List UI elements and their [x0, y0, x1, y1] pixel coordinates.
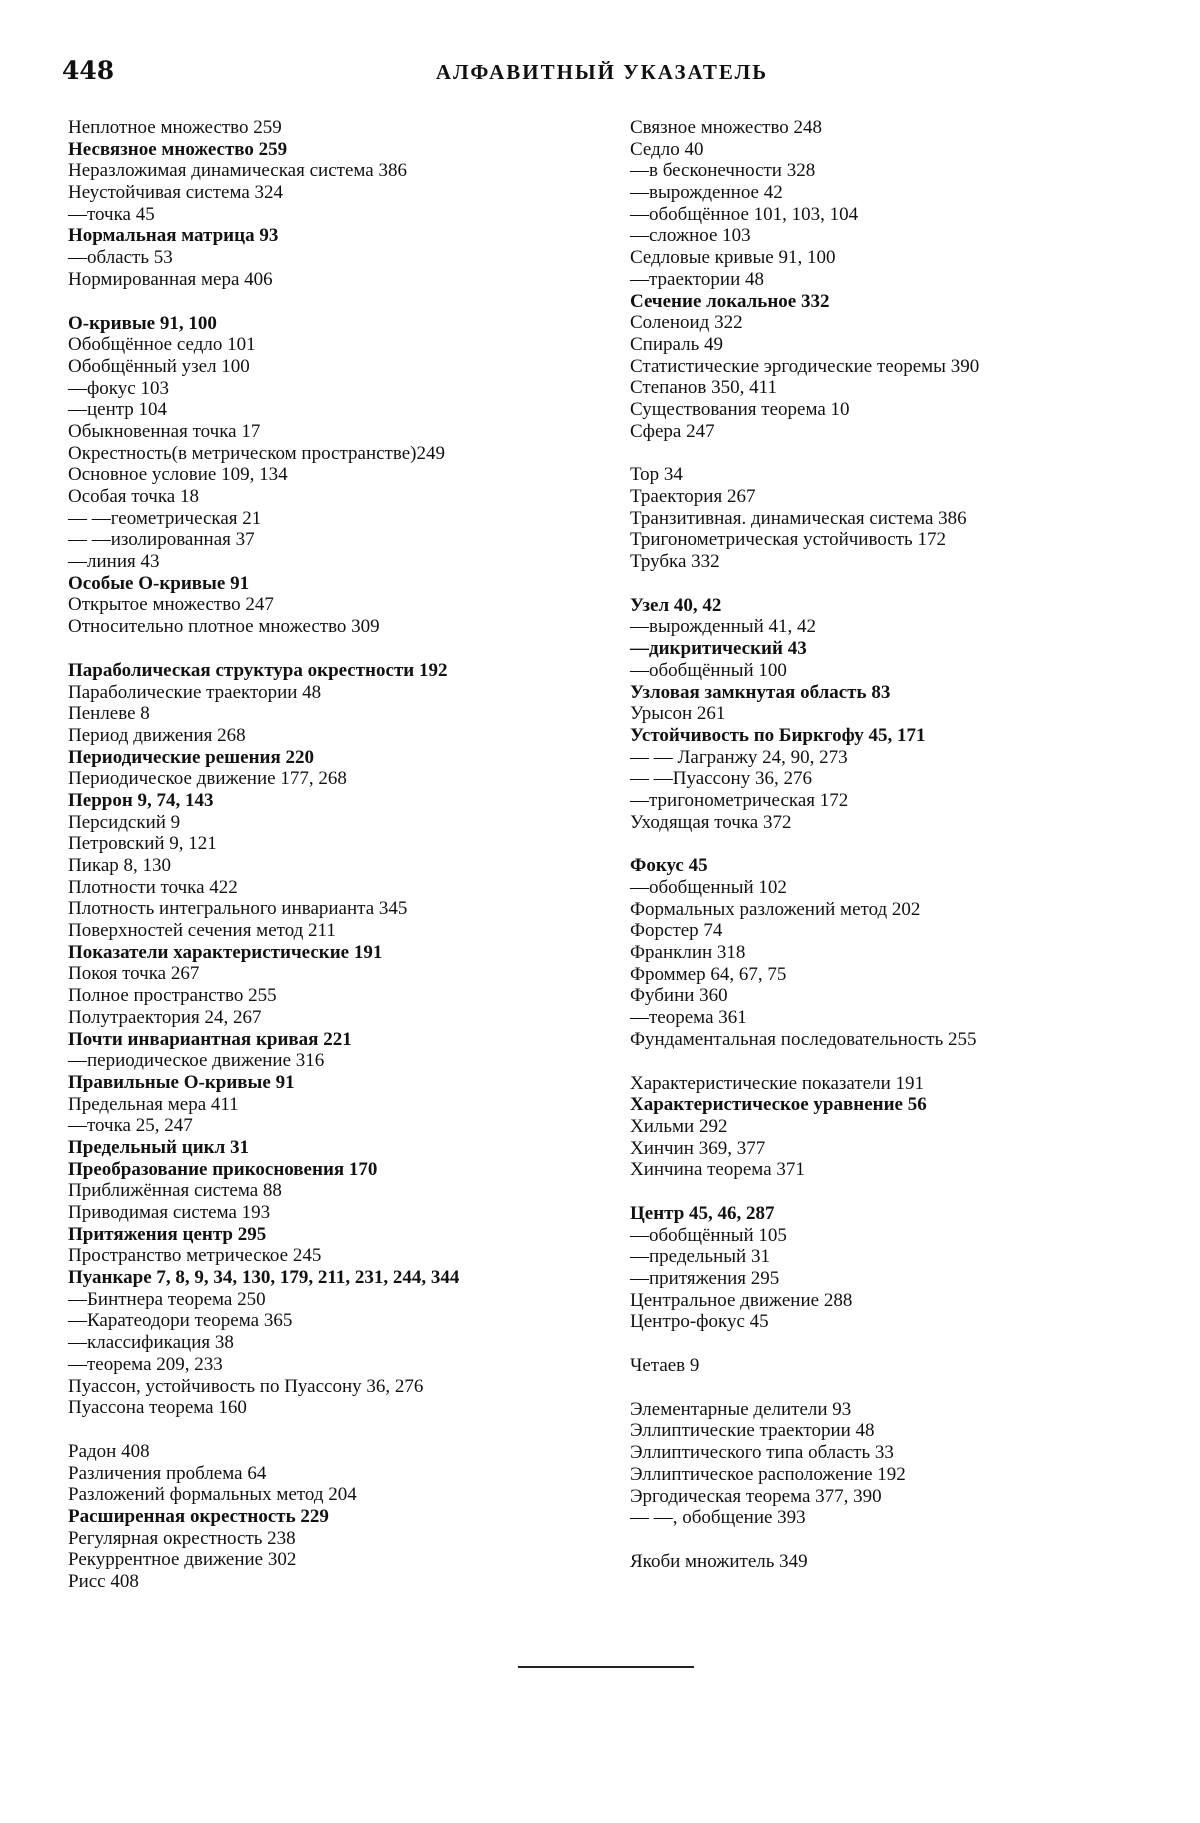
index-entry: Якоби множитель 349 [630, 1550, 808, 1572]
index-entry: Петровский 9, 121 [68, 833, 217, 855]
index-entry: Персидский 9 [68, 811, 181, 833]
left-column [68, 117, 588, 1593]
index-entry: —тригонометрическая 172 [630, 789, 849, 811]
index-entry: Эллиптическое расположение 192 [630, 1463, 906, 1485]
index-entry: Эллиптического типа область 33 [630, 1442, 894, 1464]
index-entry: Полутраектория 24, 267 [68, 1006, 262, 1028]
index-entry: —вырожденный 41, 42 [630, 616, 817, 638]
index-entry: Сфера 247 [630, 420, 715, 442]
index-entry: Центральное движение 288 [630, 1289, 853, 1311]
index-entry: Нормированная мера 406 [68, 268, 273, 290]
index-entry: Пуассона теорема 160 [68, 1397, 247, 1419]
index-entry: —центр 104 [68, 399, 168, 421]
index-entry: Параболические траектории 48 [68, 681, 322, 703]
index-entry: Притяжения центр 295 [68, 1223, 267, 1245]
index-entry: Различения проблема 64 [68, 1462, 267, 1484]
index-entry: Разложений формальных метод 204 [68, 1484, 357, 1506]
index-entry: Предельный цикл 31 [68, 1136, 250, 1158]
index-entry: Хинчина теорема 371 [630, 1159, 805, 1181]
index-entry: Особая точка 18 [68, 486, 199, 507]
group-separator [68, 638, 588, 660]
group-separator [630, 833, 1150, 855]
index-entry: Пуассон, устойчивость по Пуассону 36, 276 [68, 1375, 424, 1397]
index-entry: Неустойчивая система 324 [68, 182, 284, 204]
index-entry: Обыкновенная точка 17 [68, 420, 261, 442]
index-entry: Открытое множество 247 [68, 594, 274, 616]
page-number: 448 [62, 56, 115, 85]
index-entry: Покоя точка 267 [68, 963, 200, 985]
index-entry: Почти инвариантная кривая 221 [68, 1028, 352, 1050]
index-entry: Уходящая точка 372 [630, 811, 792, 833]
index-entry: Транзитивная. динамическая система 386 [630, 507, 967, 529]
end-rule [518, 1666, 694, 1668]
index-entry: Фроммер 64, 67, 75 [630, 963, 787, 985]
group-separator [630, 442, 1150, 464]
index-entry: Характеристические показатели 191 [630, 1072, 924, 1094]
index-entry: Обобщённый узел 100 [68, 355, 250, 377]
index-entry: Четаев 9 [630, 1355, 700, 1377]
index-entry: —фокус 103 [68, 377, 169, 399]
index-entry: Спираль 49 [630, 333, 724, 355]
index-entry: Несвязное множество 259 [68, 138, 288, 160]
index-entry: —обобщенный 102 [630, 877, 787, 898]
right-column [630, 117, 1150, 1573]
index-entry: Формальных разложений метод 202 [630, 898, 921, 920]
index-entry: Рекуррентное движение 302 [68, 1549, 297, 1571]
index-entry: Приводимая система 193 [68, 1202, 271, 1223]
index-entry: О-кривые 91, 100 [68, 312, 217, 334]
index-entry: Степанов 350, 411 [630, 377, 777, 399]
index-entry: Основное условие 109, 134 [68, 464, 288, 486]
index-entry: —теорема 361 [630, 1007, 747, 1029]
index-entry: Трубка 332 [630, 551, 720, 573]
index-entry: Тор 34 [630, 464, 683, 486]
index-entry: Соленоид 322 [630, 312, 743, 334]
index-entry: —Бинтнера теорема 250 [68, 1288, 266, 1310]
index-entry: Урысон 261 [630, 703, 726, 725]
index-entry: —классификация 38 [68, 1332, 234, 1354]
index-entry: Фокус 45 [630, 855, 708, 877]
index-entry: Узел 40, 42 [630, 594, 722, 616]
index-entry: Перрон 9, 74, 143 [68, 789, 214, 811]
index-entry: Пикар 8, 130 [68, 855, 172, 876]
group-separator [630, 1181, 1150, 1203]
group-separator [630, 1051, 1150, 1073]
index-entry: Эргодическая теорема 377, 390 [630, 1485, 882, 1507]
index-entry: Форстер 74 [630, 920, 723, 942]
index-entry: Седло 40 [630, 138, 704, 160]
index-entry: Параболическая структура окрестности 192 [68, 659, 448, 681]
index-entry: —обобщённый 100 [630, 659, 787, 681]
index-entry: — —Пуассону 36, 276 [630, 768, 812, 790]
index-entry: Центро-фокус 45 [630, 1311, 769, 1333]
group-separator [630, 1529, 1150, 1551]
index-entry: Полное пространство 255 [68, 985, 277, 1007]
index-entry: Окрестность(в метрическом пространстве)249 [68, 442, 445, 464]
index-entry: —точка 45 [68, 203, 155, 225]
index-entry: Обобщённое седло 101 [68, 334, 256, 356]
index-entry: Относительно плотное множество 309 [68, 616, 380, 638]
page-header [62, 56, 1142, 96]
index-entry: Существования теорема 10 [630, 398, 850, 420]
index-entry: —вырожденное 42 [630, 182, 783, 204]
index-entry: Сечение локальное 332 [630, 290, 830, 312]
index-entry: Радон 408 [68, 1440, 150, 1462]
index-entry: —обобщённый 105 [630, 1224, 787, 1246]
index-entry: Тригонометрическая устойчивость 172 [630, 529, 946, 551]
index-entry: Траектория 267 [630, 486, 756, 507]
index-entry: Хинчин 369, 377 [630, 1137, 766, 1159]
index-entry: Характеристическое уравнение 56 [630, 1094, 927, 1116]
index-entry: Поверхностей сечения метод 211 [68, 920, 336, 942]
index-entry: Плотности точка 422 [68, 876, 238, 898]
index-entry: Центр 45, 46, 287 [630, 1202, 775, 1224]
index-entry: Эллиптические траектории 48 [630, 1420, 875, 1442]
index-entry: Пенлеве 8 [68, 703, 150, 725]
group-separator [630, 573, 1150, 595]
running-title: АЛФАВИТНЫЙ УКАЗАТЕЛЬ [435, 60, 769, 84]
index-entry: —линия 43 [68, 551, 160, 573]
index-entry: Устойчивость по Биркгофу 45, 171 [630, 724, 926, 746]
group-separator [630, 1333, 1150, 1355]
index-entry: Предельная мера 411 [68, 1093, 239, 1115]
index-entry: Период движения 268 [68, 724, 246, 746]
index-entry: Правильные О-кривые 91 [68, 1071, 295, 1093]
group-separator [630, 1377, 1150, 1399]
index-entry: Статистические эргодические теоремы 390 [630, 355, 980, 377]
index-entry: Расширенная окрестность 229 [68, 1505, 329, 1527]
index-entry: Регулярная окрестность 238 [68, 1527, 296, 1549]
index-entry: —обобщённое 101, 103, 104 [630, 203, 859, 225]
group-separator [68, 291, 588, 313]
index-entry: Связное множество 248 [630, 117, 823, 138]
index-entry: Периодическое движение 177, 268 [68, 768, 347, 790]
index-entry: Седловые кривые 91, 100 [630, 247, 836, 269]
index-entry: Периодические решения 220 [68, 746, 315, 768]
index-entry: Нормальная матрица 93 [68, 225, 279, 247]
index-entry: Особые О-кривые 91 [68, 572, 250, 594]
index-entry: Неразложимая динамическая система 386 [68, 160, 407, 182]
group-separator [68, 1419, 588, 1441]
index-entry: —точка 25, 247 [68, 1115, 193, 1137]
index-entry: Элементарные делители 93 [630, 1398, 852, 1420]
index-entry: Фубини 360 [630, 985, 728, 1007]
index-entry: Рисс 408 [68, 1571, 139, 1592]
index-entry: —Каратеодори теорема 365 [68, 1310, 293, 1332]
index-entry: —предельный 31 [630, 1246, 770, 1268]
index-entry: — —изолированная 37 [68, 529, 255, 551]
index-entry: Пуанкаре 7, 8, 9, 34, 130, 179, 211, 231, 244, 344 [68, 1267, 460, 1289]
index-entry: Фундаментальная последовательность 255 [630, 1028, 977, 1050]
index-entry: —сложное 103 [630, 225, 751, 247]
index-entry: —притяжения 295 [630, 1268, 780, 1289]
index-entry: Неплотное множество 259 [68, 117, 282, 138]
index-entry: Показатели характеристические 191 [68, 941, 383, 963]
index-entry: Преобразование прикосновения 170 [68, 1158, 378, 1180]
index-entry: —в бесконечности 328 [630, 160, 816, 182]
index-entry: Хильми 292 [630, 1115, 728, 1137]
index-entry: — — Лагранжу 24, 90, 273 [630, 746, 848, 768]
index-entry: —дикритический 43 [630, 638, 807, 660]
index-entry: Узловая замкнутая область 83 [630, 681, 891, 703]
index-entry: Приближённая система 88 [68, 1180, 282, 1202]
index-entry: —траектории 48 [630, 268, 765, 290]
index-entry: Плотность интегрального инварианта 345 [68, 898, 408, 920]
index-entry: —теорема 209, 233 [68, 1353, 223, 1375]
index-entry: Франклин 318 [630, 942, 746, 964]
index-entry: Пространство метрическое 245 [68, 1245, 322, 1267]
index-entry: — —геометрическая 21 [68, 507, 262, 529]
index-entry: —область 53 [68, 247, 173, 269]
index-entry: —периодическое движение 316 [68, 1050, 325, 1072]
index-entry: — —, обобщение 393 [630, 1507, 806, 1529]
